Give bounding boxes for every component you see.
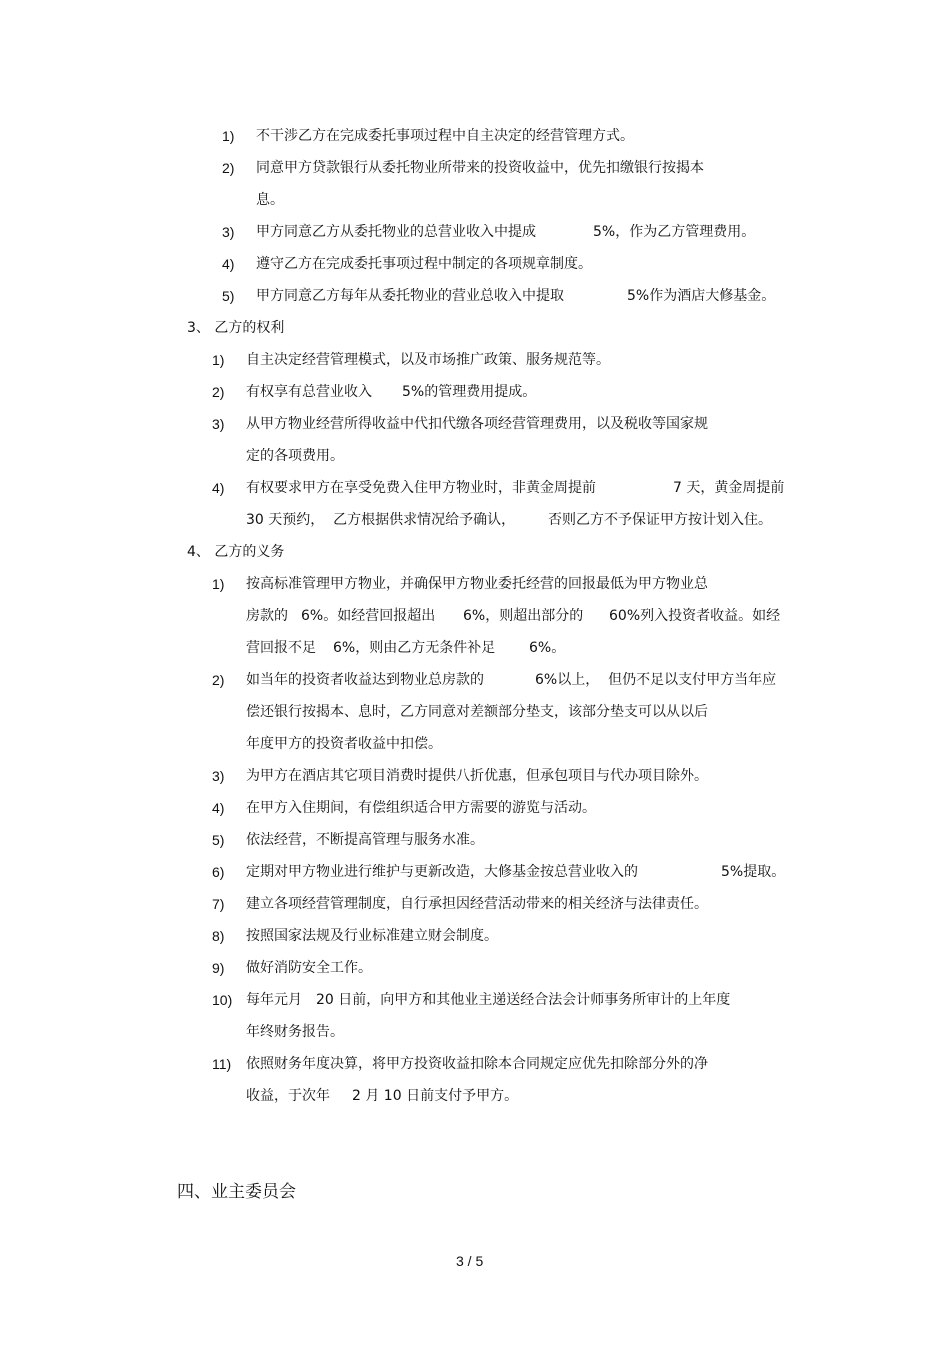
duty-text: 如当年的投资者收益达到物业总房款的	[246, 672, 484, 688]
right-text-cont: 定的各项费用。	[246, 448, 344, 464]
item-number: 11)	[212, 1056, 232, 1072]
duty-text: 建立各项经营管理制度，自行承担因经营活动带来的相关经济与法律责任。	[246, 896, 708, 912]
duty-text-cont-tail: 2 月 10 日前支付予甲方。	[352, 1088, 519, 1104]
item-number: 3)	[222, 224, 235, 240]
section-title: 4、 乙方的义务	[187, 544, 285, 560]
item-number: 7)	[212, 896, 225, 912]
duty-text: 按照国家法规及行业标准建立财会制度。	[246, 928, 498, 944]
obligation-text: 遵守乙方在完成委托事项过程中制定的各项规章制度。	[256, 256, 592, 272]
duty-text-cont: 收益，于次年	[246, 1088, 330, 1104]
item-number: 1)	[212, 576, 225, 592]
section-title: 3、 乙方的权利	[187, 320, 285, 336]
right-text: 从甲方物业经营所得收益中代扣代缴各项经营管理费用，以及税收等国家规	[246, 416, 708, 432]
page-number: 3 / 5	[456, 1253, 484, 1269]
duty-text-tail: 20 日前，向甲方和其他业主递送经合法会计师事务所审计的上年度	[316, 992, 731, 1008]
item-number: 5)	[212, 832, 225, 848]
item-number: 3)	[212, 416, 225, 432]
duty-text-cont: 6%。	[529, 640, 566, 656]
obligation-text: 甲方同意乙方从委托物业的总营业收入中提成	[256, 224, 536, 240]
item-number: 1)	[212, 352, 225, 368]
item-number: 8)	[212, 928, 225, 944]
duty-text: 做好消防安全工作。	[246, 960, 372, 976]
duty-text: 为甲方在酒店其它项目消费时提供八折优惠，但承包项目与代办项目除外。	[246, 768, 708, 784]
chapter-heading: 四、业主委员会	[177, 1182, 296, 1202]
duty-text: 在甲方入住期间，有偿组织适合甲方需要的游览与活动。	[246, 800, 596, 816]
obligation-text: 不干涉乙方在完成委托事项过程中自主决定的经营管理方式。	[256, 128, 634, 144]
item-number: 10)	[212, 992, 233, 1008]
duty-text-tail: 6%以上， 但仍不足以支付甲方当年应	[535, 672, 777, 688]
right-text: 有权享有总营业收入	[246, 384, 372, 400]
duty-text-cont: 年度甲方的投资者收益中扣偿。	[246, 736, 442, 752]
item-number: 3)	[212, 768, 225, 784]
right-text: 自主决定经营管理模式，以及市场推广政策、服务规范等。	[246, 352, 610, 368]
duty-text-cont: 6%，则由乙方无条件补足	[333, 640, 496, 656]
obligation-text: 同意甲方贷款银行从委托物业所带来的投资收益中，优先扣缴银行按揭本	[256, 160, 704, 176]
item-number: 2)	[212, 672, 225, 688]
item-number: 4)	[212, 480, 225, 496]
item-number: 4)	[222, 256, 235, 272]
duty-text: 按高标准管理甲方物业，并确保甲方物业委托经营的回报最低为甲方物业总	[246, 576, 708, 592]
duty-text-cont: 6%，则超出部分的	[463, 608, 584, 624]
item-number: 4)	[212, 800, 225, 816]
right-text-cont-tail: 否则乙方不予保证甲方按计划入住。	[548, 512, 772, 528]
duty-text: 定期对甲方物业进行维护与更新改造，大修基金按总营业收入的	[246, 864, 638, 880]
right-text-tail: 7 天，黄金周提前	[673, 480, 785, 496]
right-text: 有权要求甲方在享受免费入住甲方物业时，非黄金周提前	[246, 480, 596, 496]
item-number: 9)	[212, 960, 225, 976]
right-text-tail: 5%的管理费用提成。	[402, 384, 537, 400]
duty-text: 依照财务年度决算，将甲方投资收益扣除本合同规定应优先扣除部分外的净	[246, 1056, 708, 1072]
duty-text: 每年元月	[246, 992, 302, 1008]
obligation-text-cont: 息。	[256, 192, 284, 208]
item-number: 5)	[222, 288, 235, 304]
item-number: 6)	[212, 864, 225, 880]
duty-text-cont: 6%。如经营回报超出	[301, 608, 436, 624]
item-number: 1)	[222, 128, 235, 144]
duty-text-cont: 偿还银行按揭本、息时，乙方同意对差额部分垫支，该部分垫支可以从以后	[246, 704, 708, 720]
duty-text-cont: 房款的	[246, 608, 288, 624]
obligation-text: 甲方同意乙方每年从委托物业的营业总收入中提取	[256, 288, 564, 304]
item-number: 2)	[212, 384, 225, 400]
obligation-text-tail: 5%，作为乙方管理费用。	[593, 224, 756, 240]
duty-text-cont: 营回报不足	[246, 640, 316, 656]
right-text-cont: 30 天预约， 乙方根据供求情况给予确认，	[246, 512, 516, 528]
item-number: 2)	[222, 160, 235, 176]
duty-text-cont: 60%列入投资者收益。如经	[609, 608, 781, 624]
obligation-text-tail: 5%作为酒店大修基金。	[627, 288, 776, 304]
duty-text-tail: 5%提取。	[721, 864, 786, 880]
duty-text: 依法经营，不断提高管理与服务水准。	[246, 832, 484, 848]
duty-text-cont: 年终财务报告。	[246, 1024, 344, 1040]
